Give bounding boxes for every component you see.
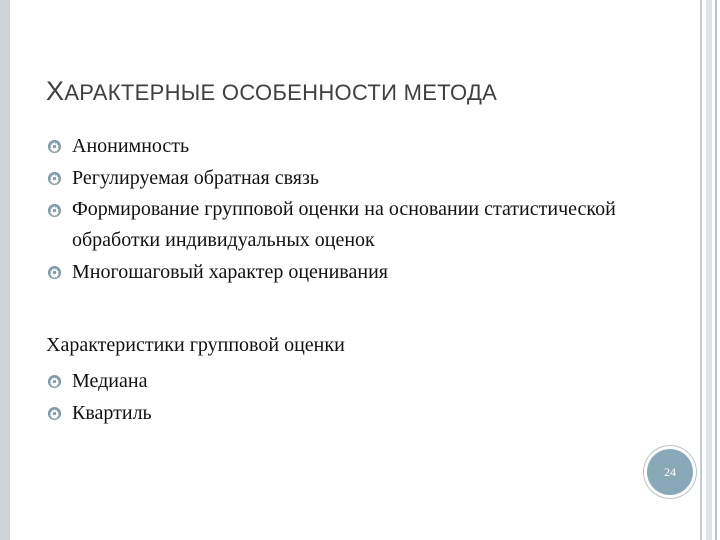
- decorative-border-stripes: [692, 0, 720, 540]
- title-first-letter: Х: [46, 76, 65, 106]
- features-list: [46, 130, 666, 288]
- list-item: [46, 365, 666, 397]
- gear-bullet-icon: [47, 139, 62, 154]
- characteristic-text: Квартиль: [72, 402, 152, 424]
- characteristic-text: Медиана: [72, 370, 148, 392]
- title-rest: АРАКТЕРНЫЕ ОСОБЕННОСТИ МЕТОДА: [64, 80, 498, 105]
- slide-title: [46, 76, 497, 107]
- subheading: Характеристики групповой оценки: [46, 334, 345, 356]
- feature-text: Регулируемая обратная связь: [72, 167, 320, 189]
- gear-bullet-icon: [47, 406, 62, 421]
- feature-text: Формирование групповой оценки на основании статистической обработки индивидуальных оценок: [72, 198, 616, 251]
- characteristics-list: [46, 365, 666, 429]
- list-item: [46, 256, 666, 288]
- feature-text: Многошаговый характер оценивания: [72, 261, 388, 283]
- gear-bullet-icon: [47, 171, 62, 186]
- list-item: [46, 130, 666, 162]
- gear-bullet-icon: [47, 203, 62, 218]
- list-item: [46, 162, 666, 194]
- list-item: [46, 397, 666, 429]
- gear-bullet-icon: [47, 265, 62, 280]
- gear-bullet-icon: [47, 374, 62, 389]
- page-number-badge: 24: [647, 449, 693, 495]
- list-item: [46, 194, 666, 256]
- feature-text: Анонимность: [72, 135, 190, 157]
